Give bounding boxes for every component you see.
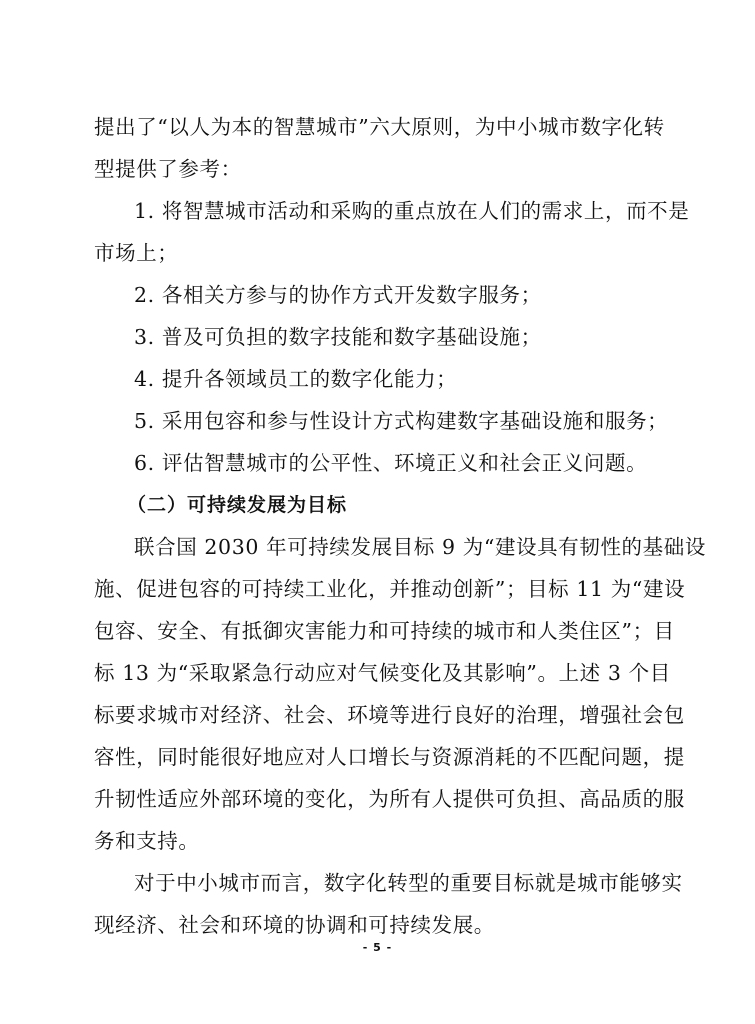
list-item-1: 1. 将智慧城市活动和采购的重点放在人们的需求上，而不是 <box>134 199 690 223</box>
paragraph-line: 标 13 为“采取紧急行动应对气候变化及其影响”。上述 3 个目 <box>94 661 671 685</box>
paragraph-line: 提出了“以人为本的智慧城市”六大原则，为中小城市数字化转 <box>94 115 665 139</box>
paragraph-line: 容性，同时能很好地应对人口增长与资源消耗的不匹配问题，提 <box>94 745 685 769</box>
page-number: - 5 - <box>362 941 393 954</box>
paragraph-line: 升韧性适应外部环境的变化，为所有人提供可负担、高品质的服 <box>94 787 685 811</box>
paragraph-line: 现经济、社会和环境的协调和可持续发展。 <box>94 913 495 937</box>
list-item-1-continued: 市场上； <box>94 241 179 265</box>
paragraph-line: 标要求城市对经济、社会、环境等进行良好的治理，增强社会包 <box>94 703 685 727</box>
paragraph-line: 联合国 2030 年可持续发展目标 9 为“建设具有韧性的基础设 <box>134 535 706 559</box>
paragraph-line: 务和支持。 <box>94 829 200 853</box>
list-item-2: 2. 各相关方参与的协作方式开发数字服务； <box>134 283 542 307</box>
list-item-3: 3. 普及可负担的数字技能和数字基础设施； <box>134 325 542 349</box>
paragraph-line: 型提供了参考： <box>94 157 242 181</box>
list-item-5: 5. 采用包容和参与性设计方式构建数字基础设施和服务； <box>134 409 669 433</box>
paragraph-line: 对于中小城市而言，数字化转型的重要目标就是城市能够实 <box>134 871 683 895</box>
section-heading: （二）可持续发展为目标 <box>127 494 348 516</box>
paragraph-line: 包容、安全、有抵御灾害能力和可持续的城市和人类住区”；目 <box>94 619 675 643</box>
paragraph-line: 施、促进包容的可持续工业化，并推动创新”；目标 11 为“建设 <box>94 577 686 601</box>
list-item-6: 6. 评估智慧城市的公平性、环境正义和社会正义问题。 <box>134 451 648 475</box>
list-item-4: 4. 提升各领域员工的数字化能力； <box>134 367 458 391</box>
